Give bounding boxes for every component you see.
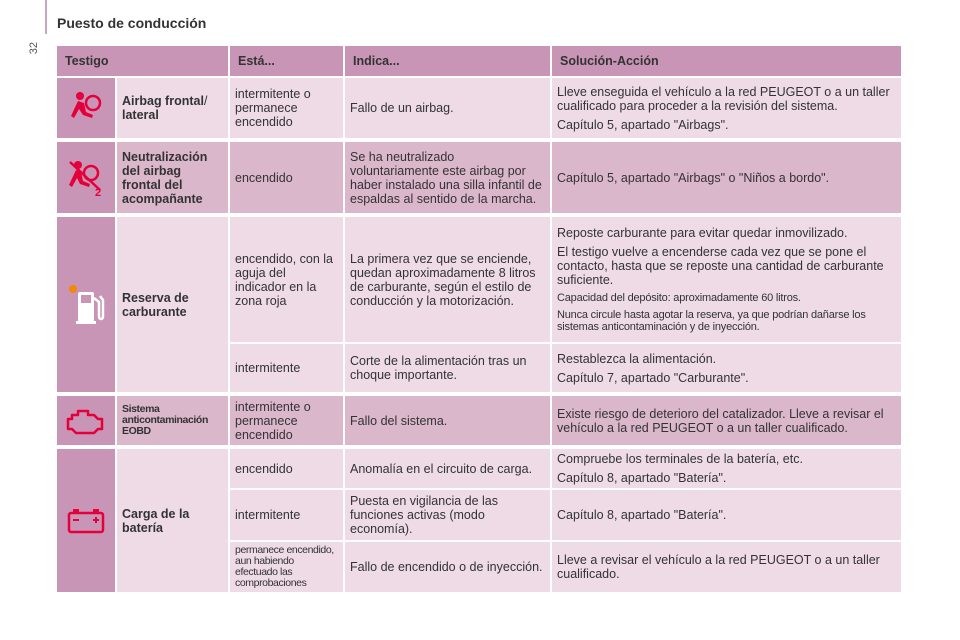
warning-name: Airbag frontal/ lateral bbox=[116, 77, 229, 139]
state-cell: intermitente o permanece encendido bbox=[229, 396, 344, 446]
state-cell: encendido bbox=[229, 449, 344, 489]
page-number bbox=[28, 42, 40, 57]
warning-lights-table bbox=[57, 46, 903, 594]
column-header-solucion: Solución-Acción bbox=[551, 46, 902, 77]
indicates-cell: Corte de la alimentación tras un choque importante. bbox=[344, 343, 551, 393]
passenger-airbag-off-icon bbox=[57, 142, 116, 214]
indicates-cell: La primera vez que se enciende, quedan aproximadamente 8 litros de carburante, según el estilo de conducción y la motorización. bbox=[344, 217, 551, 343]
battery-icon bbox=[57, 449, 116, 593]
solution-cell: Capítulo 8, apartado "Batería". bbox=[551, 489, 902, 541]
column-header-esta: Está... bbox=[229, 46, 344, 77]
state-cell: intermitente bbox=[229, 343, 344, 393]
state-cell: encendido, con la aguja del indicador en la zona roja bbox=[229, 217, 344, 343]
indicates-cell: Se ha neutralizado voluntariamente este airbag por haber instalado una silla infantil de espaldas al sentido de la marcha. bbox=[344, 142, 551, 214]
table-header-row bbox=[57, 46, 902, 77]
table-row bbox=[57, 142, 902, 214]
indicates-cell: Fallo del sistema. bbox=[344, 396, 551, 446]
indicates-cell: Anomalía en el circuito de carga. bbox=[344, 449, 551, 489]
indicates-cell: Fallo de un airbag. bbox=[344, 77, 551, 139]
solution-cell: Existe riesgo de deterioro del catalizador. Lleve a revisar el vehículo a la red PEUGEOT o a un taller cualificado. bbox=[551, 396, 902, 446]
state-cell: permanece encendido, aun habiendo efectuado las comprobaciones bbox=[229, 541, 344, 593]
state-cell: encendido bbox=[229, 142, 344, 214]
table-row bbox=[57, 449, 902, 489]
page-title: Puesto de conducción bbox=[57, 15, 207, 31]
solution-cell: Reposte carburante para evitar quedar inmovilizado. El testigo vuelve a encenderse cada vez que se pone el contacto, hasta que se reposte una cantidad de carburante suficiente. Capacidad del depósito: aproximadamente 60 litros. Nunca circule hasta agotar la reserva, ya que podrían dañarse los sistemas anticontaminación y de inyección. bbox=[551, 217, 902, 343]
solution-cell: Lleve enseguida el vehículo a la red PEUGEOT o a un taller cualificado para proceder a la revisión del sistema. Capítulo 5, apartado "Airbags". bbox=[551, 77, 902, 139]
table-row bbox=[57, 217, 902, 343]
solution-cell: Compruebe los terminales de la batería, etc. Capítulo 8, apartado "Batería". bbox=[551, 449, 902, 489]
table-row bbox=[57, 396, 902, 446]
table-row bbox=[57, 77, 902, 139]
warning-name: Reserva de carburante bbox=[116, 217, 229, 393]
warning-name: Sistema anticontaminación EOBD bbox=[116, 396, 229, 446]
column-header-indica: Indica... bbox=[344, 46, 551, 77]
state-cell: intermitente bbox=[229, 489, 344, 541]
state-cell: intermitente o permanece encendido bbox=[229, 77, 344, 139]
warning-name: Carga de la batería bbox=[116, 449, 229, 593]
page-number-text: 32 bbox=[28, 42, 40, 55]
solution-cell: Restablezca la alimentación. Capítulo 7, apartado "Carburante". bbox=[551, 343, 902, 393]
warning-name: Neutralización del airbag frontal del acompañante bbox=[116, 142, 229, 214]
svg-text:2: 2 bbox=[95, 186, 102, 199]
solution-cell: Lleve a revisar el vehículo a la red PEUGEOT o a un taller cualificado. bbox=[551, 541, 902, 593]
column-header-testigo: Testigo bbox=[57, 46, 229, 77]
fuel-pump-icon bbox=[57, 217, 116, 393]
header-accent-bar bbox=[45, 0, 47, 34]
indicates-cell: Puesta en vigilancia de las funciones activas (modo economía). bbox=[344, 489, 551, 541]
solution-cell: Capítulo 5, apartado "Airbags" o "Niños a bordo". bbox=[551, 142, 902, 214]
airbag-warning-icon bbox=[57, 77, 116, 139]
engine-check-icon bbox=[57, 396, 116, 446]
indicates-cell: Fallo de encendido o de inyección. bbox=[344, 541, 551, 593]
